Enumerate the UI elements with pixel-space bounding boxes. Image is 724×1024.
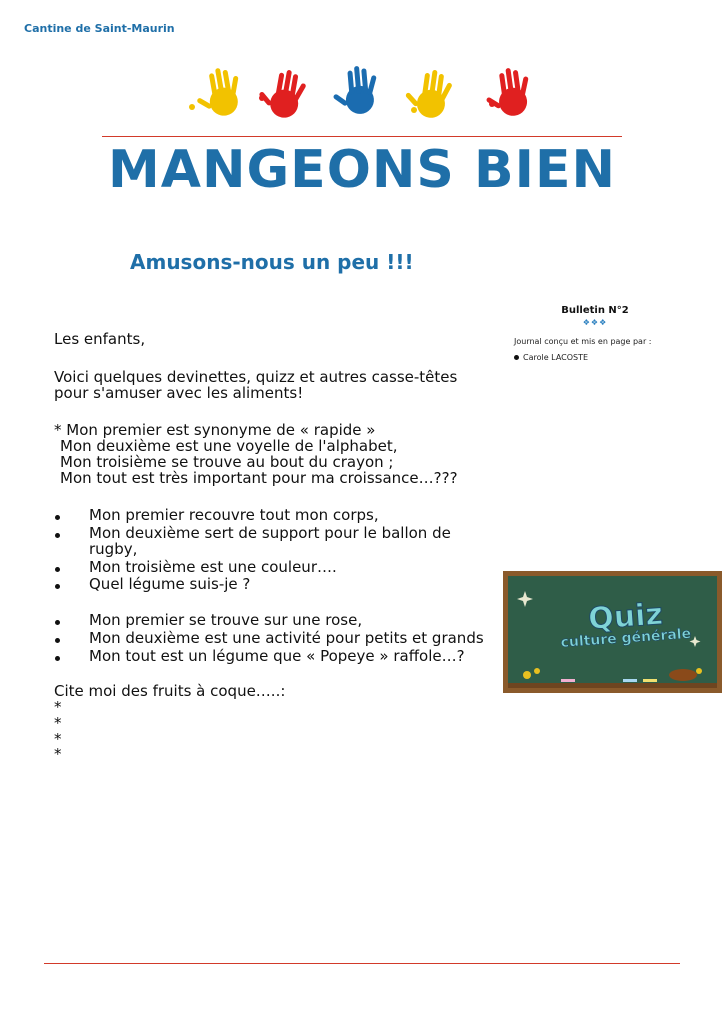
- list-item: Mon tout est un légume que « Popeye » raffole…?: [54, 649, 494, 665]
- riddle1-line: Mon troisième se trouve au bout du crayon ;: [60, 452, 394, 471]
- greeting: Les enfants,: [54, 330, 146, 348]
- hand-yellow-1: [191, 65, 245, 120]
- bullet-icon: [514, 355, 519, 360]
- handprints-logo: [180, 52, 540, 130]
- board-word: Quiz: [587, 596, 664, 637]
- list-item: Mon premier recouvre tout mon corps,: [54, 508, 494, 524]
- board-caption: culture générale: [560, 625, 692, 651]
- chalk-piece: [643, 679, 657, 682]
- list-item: Mon deuxième est une activité pour petits et grands: [54, 631, 494, 647]
- bottom-divider: [44, 963, 680, 964]
- answer-star: *: [54, 698, 62, 716]
- bulletin-number: Bulletin N°2: [561, 305, 629, 316]
- quiz-chalkboard-image: [503, 571, 722, 693]
- fruits-prompt: Cite moi des fruits à coque…..:: [54, 682, 286, 701]
- answer-star: *: [54, 713, 62, 732]
- page-title: MANGEONS BIEN: [107, 140, 616, 200]
- top-divider: [102, 136, 622, 137]
- riddle3-list: [54, 613, 494, 664]
- hand-yellow-2: [402, 66, 454, 120]
- list-item: Mon troisième est une couleur….: [54, 560, 494, 576]
- riddle2-list: [54, 508, 494, 593]
- list-item: Mon premier se trouve sur une rose,: [54, 613, 494, 629]
- hand-red-2: [482, 65, 534, 119]
- riddle1-line: Mon tout est très important pour ma croissance…???: [60, 468, 458, 487]
- riddle1-line: Mon deuxième est une voyelle de l'alphabet,: [60, 437, 398, 455]
- riddle1-line: * Mon premier est synonyme de « rapide »: [54, 421, 376, 440]
- list-item: Quel légume suis-je ?: [54, 577, 494, 593]
- author-line: [514, 353, 588, 362]
- answer-star: *: [54, 745, 62, 764]
- chalk-piece: [561, 679, 575, 682]
- credit-line: Journal conçu et mis en page par :: [514, 337, 652, 346]
- intro-line-2: pour s'amuser avec les aliments!: [54, 383, 304, 402]
- answer-star: *: [54, 729, 62, 748]
- brand-name: Cantine de Saint-Maurin: [24, 22, 175, 35]
- intro-line-1: Voici quelques devinettes, quizz et autres casse-têtes: [54, 367, 458, 386]
- author-name: Carole LACOSTE: [523, 353, 589, 362]
- section-subtitle: Amusons-nous un peu !!!: [130, 250, 414, 274]
- hand-red-1: [255, 65, 309, 120]
- article-body: [54, 332, 494, 763]
- list-item: Mon deuxième sert de support pour le ballon de rugby,: [54, 526, 494, 558]
- chalk-piece: [623, 679, 637, 682]
- eraser-icon: [669, 669, 697, 681]
- diamond-ornament: ❖❖❖: [582, 318, 608, 327]
- hand-blue: [330, 64, 380, 116]
